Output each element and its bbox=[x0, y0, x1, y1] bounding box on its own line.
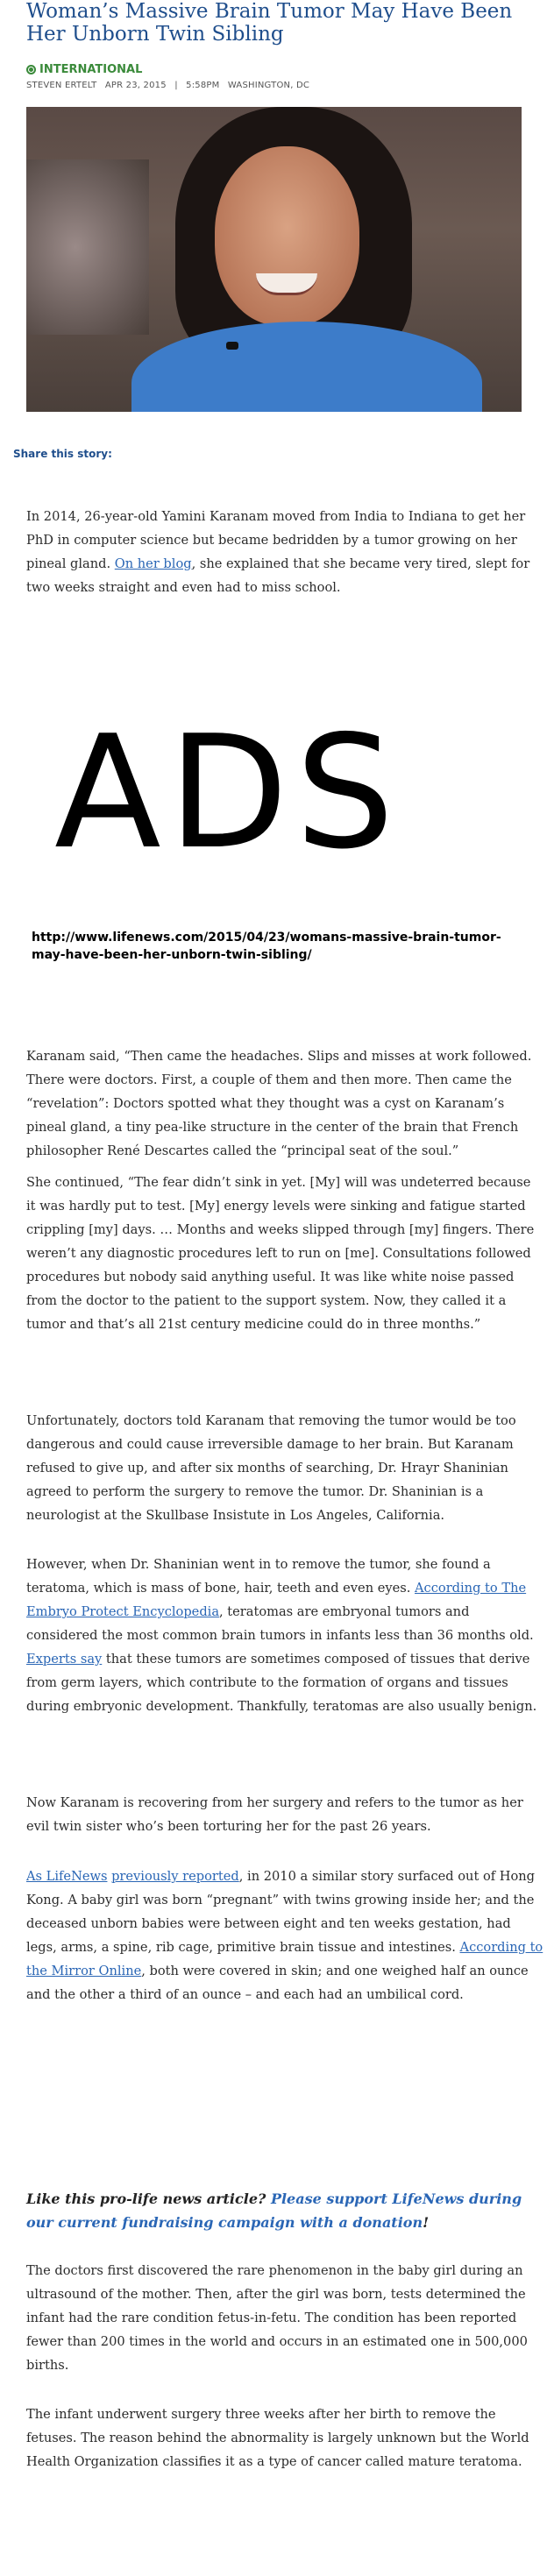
paragraph-hong-kong bbox=[26, 1865, 543, 2006]
p7-text-b: , both were covered in skin; and one weighed half an ounce and the other a third of an ounce – and each had an umbilical cord. bbox=[26, 1964, 529, 2002]
paragraph-headaches: Karanam said, “Then came the headaches. Slips and misses at work followed. There were doctors. First, a couple of them and then more. Then came the “revelation”: Doctors spotted what they thought was a cyst on Karanam’s pineal gland, a tiny pea-like structure in the center of the brain that French philosopher René Descartes called the “principal seat of the soul.” bbox=[26, 1049, 532, 1158]
donation-plea bbox=[26, 2187, 543, 2234]
paragraph-intro bbox=[26, 505, 543, 599]
donation-link[interactable]: Please support LifeNews during our current fundraising campaign with a donation bbox=[26, 2190, 522, 2231]
blog-link[interactable]: On her blog bbox=[114, 556, 192, 571]
article-headline: Woman’s Massive Brain Tumor May Have Been Her Unborn Twin Sibling bbox=[26, 0, 513, 46]
p5-text-a: However, when Dr. Shaninian went in to remove the tumor, she found a teratoma, which is mass of bone, hair, teeth and even eyes. bbox=[26, 1557, 491, 1596]
p1-text-a: In 2014, 26-year-old Yamini Karanam moved from India to Indiana to get her PhD in computer science but became bedridden by a tumor growing on her pineal gland. bbox=[26, 509, 526, 571]
article-photo bbox=[26, 107, 522, 412]
section-name: INTERNATIONAL bbox=[39, 63, 143, 76]
plea-text-b: ! bbox=[423, 2214, 430, 2231]
experts-say-link[interactable]: Experts say bbox=[26, 1652, 103, 1667]
paragraph-quote: She continued, “The fear didn’t sink in yet. [My] will was undeterred because it was hardly put to test. [My] energy levels were sinking and fatigue started crippling [my] days. … Months and weeks slipped through [my] fingers. There weren’t any diagnostic procedures left to run on [me]. Consultations followed procedures but nobody said anything useful. It was like white noise passed from the doctor to the patient to the support system. Now, they called it a tumor and that’s all 21st century medicine could do in three months.” bbox=[26, 1175, 535, 1332]
dateline-location: WASHINGTON, DC bbox=[227, 81, 310, 90]
author-name: STEVEN ERTELT bbox=[26, 81, 97, 90]
share-label: Share this story: bbox=[13, 448, 112, 460]
photo-background bbox=[26, 159, 149, 335]
p7-text-a: , in 2010 a similar story surfaced out of Hong Kong. A baby girl was born “pregnant” with twins growing inside her; and the deceased unborn babies were between eight and ten weeks gestation, had legs, arms, a spine, rib cage, primitive brain tissue and intestines. bbox=[26, 1869, 536, 1955]
publish-date: APR 23, 2015 bbox=[104, 81, 167, 90]
article-url: http://www.lifenews.com/2015/04/23/womans-massive-brain-tumor-may-have-been-her-unborn-twin-sibling/ bbox=[32, 931, 501, 962]
lifenews-link[interactable]: As LifeNews bbox=[26, 1869, 108, 1884]
p1-text-b: , she explained that she became very tired, slept for two weeks straight and even had to miss school. bbox=[26, 556, 530, 595]
ad-placeholder[interactable]: ADS bbox=[54, 702, 401, 883]
plea-text-a: Like this pro-life news article? bbox=[26, 2190, 271, 2207]
p5-text-b: , teratomas are embryonal tumors and considered the most common brain tumors in infants less than 36 months old. bbox=[26, 1604, 534, 1643]
byline bbox=[26, 81, 315, 90]
byline-separator: | bbox=[174, 81, 178, 90]
photo-subject-face bbox=[215, 146, 359, 326]
paragraph-ultrasound: The doctors first discovered the rare phenomenon in the baby girl during an ultrasound of the mother. Then, after the girl was born, tests determined the infant had the rare condition fetus-in-fetu. The condition has been reported fewer than 200 times in the world and occurs in an estimated one in 500,000 births. bbox=[26, 2263, 528, 2373]
paragraph-teratoma bbox=[26, 1553, 543, 1718]
paragraph-recovery: Now Karanam is recovering from her surgery and refers to the tumor as her evil twin sister who’s been torturing her for the past 26 years. bbox=[26, 1795, 523, 1834]
paragraph-infant-surgery: The infant underwent surgery three weeks after her birth to remove the fetuses. The reason behind the abnormality is largely unknown but the World Health Organization classifies it as a type of cancer called mature teratoma. bbox=[26, 2407, 529, 2469]
publish-time: 5:58PM bbox=[186, 81, 220, 90]
mirror-online-link[interactable]: According to the Mirror Online bbox=[26, 1940, 543, 1978]
lapel-mic bbox=[226, 342, 238, 350]
embryo-encyclopedia-link[interactable]: According to The Embryo Protect Encyclopedia bbox=[26, 1581, 527, 1619]
section-label[interactable] bbox=[26, 63, 142, 76]
photo-subject-shirt bbox=[131, 322, 482, 412]
p5-text-c: that these tumors are sometimes composed of tissues that derive from germ layers, which contribute to the formation of organs and tissues during embryonic development. Thankfully, teratomas are also usually benign. bbox=[26, 1652, 537, 1714]
globe-icon bbox=[26, 65, 36, 74]
previously-reported-link[interactable]: previously reported bbox=[111, 1869, 239, 1884]
paragraph-surgery: Unfortunately, doctors told Karanam that removing the tumor would be too dangerous and could cause irreversible damage to her brain. But Karanam refused to give up, and after six months of searching, Dr. Hrayr Shaninian agreed to perform the surgery to remove the tumor. Dr. Shaninian is a neurologist at the Skullbase Insistute in Los Angeles, California. bbox=[26, 1413, 516, 1523]
